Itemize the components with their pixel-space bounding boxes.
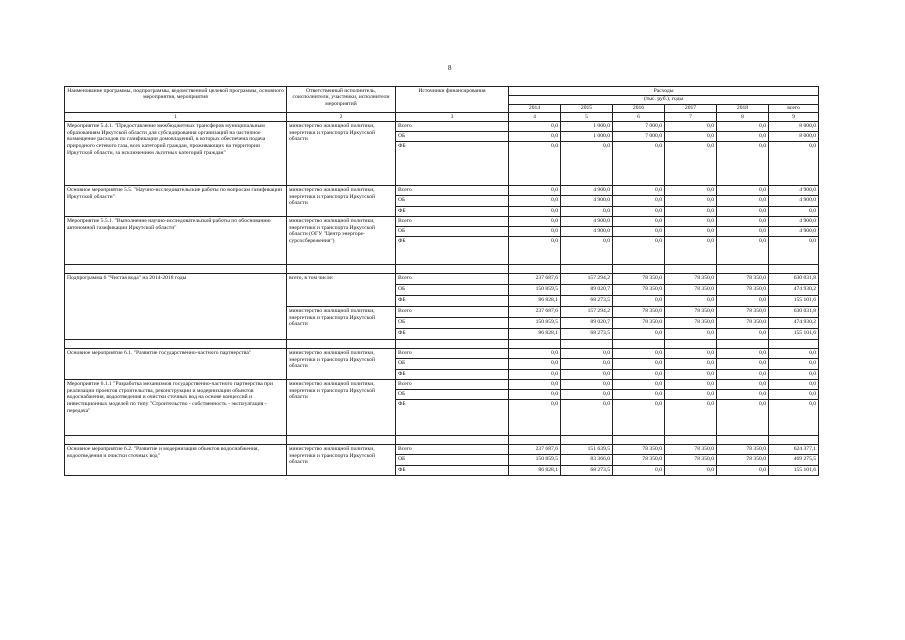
expense-value: 78 350,0 bbox=[665, 455, 717, 466]
expense-value: 0,0 bbox=[561, 370, 613, 380]
expense-value: 0,0 bbox=[561, 390, 613, 400]
expense-value: 4 900,0 bbox=[769, 227, 819, 237]
expense-value: 78 350,0 bbox=[665, 274, 717, 285]
expense-value: 8 000,0 bbox=[769, 122, 819, 132]
spacer-cell bbox=[613, 340, 665, 349]
header-total: всего bbox=[769, 104, 819, 113]
measure-name: Основное мероприятие 6.2. "Развитие и модернизация объектов водоснабжения, водоотведения и очистки сточных вод" bbox=[65, 445, 287, 476]
page-number: 8 bbox=[448, 64, 452, 72]
funding-source: ФБ bbox=[396, 207, 509, 217]
measure-name: Мероприятие 6.1.1 "Разработка механизмов государственно-частного партнерства при реализации проектов строительства, реконструкции и модернизации объектов водоснабжения, водоотведения и очистки сточных вод на основе концессий и инвестиционных моделей по типу "Строительство - собственность - эксплуатация - передача" bbox=[65, 380, 287, 436]
expense-value: 0,0 bbox=[561, 237, 613, 265]
spacer-cell bbox=[509, 436, 561, 445]
expense-value: 155 101,6 bbox=[769, 329, 819, 340]
funding-source: Всего bbox=[396, 445, 509, 455]
expense-value: 474 930,2 bbox=[769, 285, 819, 296]
expense-value: 0,0 bbox=[613, 196, 665, 207]
expense-value: 0,0 bbox=[665, 142, 717, 186]
spacer-cell bbox=[287, 436, 396, 445]
responsible-executor: министерство жилищной политики, энергетики и транспорта Иркутской области bbox=[287, 349, 396, 380]
expense-value: 0,0 bbox=[509, 359, 561, 370]
expense-value: 0,0 bbox=[665, 359, 717, 370]
col-number: 7 bbox=[665, 113, 717, 122]
measure-name: Основное мероприятие 6.1. "Развитие государственно-частного партнерства" bbox=[65, 349, 287, 380]
expense-value: 0,0 bbox=[509, 122, 561, 132]
expense-value: 68 273,5 bbox=[561, 329, 613, 340]
expense-value: 0,0 bbox=[613, 237, 665, 265]
expense-value: 78 350,0 bbox=[613, 455, 665, 466]
spacer-cell bbox=[509, 340, 561, 349]
funding-source: ОБ bbox=[396, 132, 509, 142]
spacer-cell bbox=[769, 265, 819, 274]
expense-value: 0,0 bbox=[717, 329, 769, 340]
table-row bbox=[65, 349, 819, 359]
expense-value: 4 900,0 bbox=[769, 186, 819, 196]
expense-value: 0,0 bbox=[613, 390, 665, 400]
funding-source: Всего bbox=[396, 217, 509, 227]
expense-value: 0,0 bbox=[717, 349, 769, 359]
expense-value: 0,0 bbox=[509, 390, 561, 400]
expense-value: 78 350,0 bbox=[613, 307, 665, 318]
expense-value: 78 350,0 bbox=[613, 318, 665, 329]
spacer-row bbox=[65, 436, 819, 445]
table-row bbox=[65, 217, 819, 227]
expense-value: 0,0 bbox=[613, 207, 665, 217]
responsible-executor: министерство жилищной политики, энергетики и транспорта Иркутской области bbox=[287, 445, 396, 476]
budget-table bbox=[64, 86, 819, 476]
expense-value: 78 350,0 bbox=[717, 307, 769, 318]
expense-value: 78 350,0 bbox=[613, 274, 665, 285]
expense-value: 4 900,0 bbox=[561, 217, 613, 227]
expense-value: 78 350,0 bbox=[717, 274, 769, 285]
spacer-cell bbox=[717, 436, 769, 445]
expense-value: 237 687,6 bbox=[509, 274, 561, 285]
spacer-cell bbox=[65, 436, 287, 445]
expense-value: 0,0 bbox=[665, 296, 717, 307]
expense-value: 78 350,0 bbox=[613, 285, 665, 296]
expense-value: 0,0 bbox=[665, 217, 717, 227]
expense-value: 155 101,6 bbox=[769, 296, 819, 307]
expense-value: 4 900,0 bbox=[769, 196, 819, 207]
expense-value: 0,0 bbox=[509, 227, 561, 237]
header-responsible: Ответственный исполнитель, соисполнители, участники, исполнители мероприятий bbox=[287, 87, 396, 113]
expense-value: 0,0 bbox=[613, 329, 665, 340]
expense-value: 78 350,0 bbox=[665, 285, 717, 296]
expense-value: 0,0 bbox=[509, 370, 561, 380]
expense-value: 0,0 bbox=[613, 142, 665, 186]
expense-value: 150 859,5 bbox=[509, 455, 561, 466]
funding-source: ФБ bbox=[396, 296, 509, 307]
expense-value: 0,0 bbox=[769, 380, 819, 390]
expense-value: 0,0 bbox=[509, 380, 561, 390]
expense-value: 68 273,5 bbox=[561, 466, 613, 476]
funding-source: Всего bbox=[396, 274, 509, 285]
expense-value: 237 687,6 bbox=[509, 445, 561, 455]
expense-value: 0,0 bbox=[613, 466, 665, 476]
spacer-cell bbox=[65, 265, 287, 274]
funding-source: ФБ bbox=[396, 466, 509, 476]
expense-value: 0,0 bbox=[717, 466, 769, 476]
expense-value: 0,0 bbox=[561, 207, 613, 217]
expense-value: 0,0 bbox=[769, 207, 819, 217]
spacer-cell bbox=[769, 340, 819, 349]
spacer-cell bbox=[561, 340, 613, 349]
expense-value: 0,0 bbox=[509, 207, 561, 217]
expense-value: 157 294,2 bbox=[561, 307, 613, 318]
col-number: 5 bbox=[561, 113, 613, 122]
spacer-cell bbox=[665, 436, 717, 445]
expense-value: 86 828,1 bbox=[509, 466, 561, 476]
col-number: 4 bbox=[509, 113, 561, 122]
measure-name: Мероприятие 5.4.1. "Предоставление межбюджетных трансферов муниципальным образованиям Иркутской области для субсидирования организаций на частичное возмещение расходов по газификации домовладений, в которых обеспечена подача природного сетевого газа, всех категорий граждан, проживающих на территории Иркутской области, за исключением льготных категорий граждан" bbox=[65, 122, 287, 186]
expense-value: 0,0 bbox=[509, 196, 561, 207]
responsible-executor: министерство жилищной политики, энергетики и транспорта Иркутской области (ОГУ "Центр энергоре-сурсосбережения") bbox=[287, 217, 396, 265]
expense-value: 0,0 bbox=[665, 132, 717, 142]
col-number: 6 bbox=[613, 113, 665, 122]
expense-value: 0,0 bbox=[665, 186, 717, 196]
expense-value: 0,0 bbox=[717, 186, 769, 196]
expense-value: 7 000,0 bbox=[613, 132, 665, 142]
spacer-cell bbox=[613, 265, 665, 274]
expense-value: 0,0 bbox=[561, 400, 613, 436]
measure-name: Мероприятие 5.5.1. "Выполнение научно-исследовательской работы по обоснованию автономной газификации Иркутской области" bbox=[65, 217, 287, 265]
expense-value: 0,0 bbox=[717, 390, 769, 400]
expense-value: 0,0 bbox=[665, 370, 717, 380]
funding-source: Всего bbox=[396, 349, 509, 359]
expense-value: 78 350,0 bbox=[665, 307, 717, 318]
funding-source: ОБ bbox=[396, 455, 509, 466]
expense-value: 0,0 bbox=[717, 296, 769, 307]
table-body bbox=[65, 122, 819, 476]
table-row bbox=[65, 274, 819, 285]
expense-value: 150 859,5 bbox=[509, 318, 561, 329]
header-year: 2016 bbox=[613, 104, 665, 113]
expense-value: 151 639,5 bbox=[561, 445, 613, 455]
spacer-cell bbox=[613, 436, 665, 445]
expense-value: 630 031,8 bbox=[769, 274, 819, 285]
expense-value: 0,0 bbox=[509, 186, 561, 196]
expense-value: 78 350,0 bbox=[613, 445, 665, 455]
header-year: 2014 bbox=[509, 104, 561, 113]
header-year: 2017 bbox=[665, 104, 717, 113]
column-numbers-row bbox=[65, 113, 819, 122]
expense-value: 0,0 bbox=[561, 359, 613, 370]
expense-value: 630 031,8 bbox=[769, 307, 819, 318]
table-row bbox=[65, 122, 819, 132]
expense-value: 0,0 bbox=[769, 349, 819, 359]
expense-value: 0,0 bbox=[717, 132, 769, 142]
expense-value: 0,0 bbox=[665, 329, 717, 340]
expense-value: 474 930,2 bbox=[769, 318, 819, 329]
expense-value: 0,0 bbox=[665, 380, 717, 390]
expense-value: 157 294,2 bbox=[561, 274, 613, 285]
expense-value: 0,0 bbox=[769, 390, 819, 400]
expense-value: 4 900,0 bbox=[561, 227, 613, 237]
table-row bbox=[65, 445, 819, 455]
funding-source: ОБ bbox=[396, 318, 509, 329]
expense-value: 0,0 bbox=[717, 380, 769, 390]
expense-value: 0,0 bbox=[717, 400, 769, 436]
responsible-executor: министерство жилищной политики, энергетики и транспорта Иркутской области bbox=[287, 122, 396, 186]
subprogram-name: Подпрограмма 6 "Чистая вода" на 2014-2018 годы bbox=[65, 274, 287, 340]
expense-value: 0,0 bbox=[717, 370, 769, 380]
expense-value: 0,0 bbox=[665, 349, 717, 359]
spacer-cell bbox=[561, 265, 613, 274]
spacer-cell bbox=[509, 265, 561, 274]
expense-value: 78 350,0 bbox=[717, 318, 769, 329]
expense-value: 0,0 bbox=[717, 217, 769, 227]
funding-source: ФБ bbox=[396, 142, 509, 186]
expense-value: 1 000,0 bbox=[561, 132, 613, 142]
expense-value: 0,0 bbox=[509, 237, 561, 265]
funding-source: Всего bbox=[396, 307, 509, 318]
col-number: 2 bbox=[287, 113, 396, 122]
expense-value: 0,0 bbox=[717, 227, 769, 237]
expense-value: 0,0 bbox=[561, 142, 613, 186]
spacer-cell bbox=[396, 265, 509, 274]
header-expenses: Расходы bbox=[509, 87, 819, 96]
table-row bbox=[65, 186, 819, 196]
expense-value: 0,0 bbox=[769, 359, 819, 370]
expense-value: 0,0 bbox=[509, 349, 561, 359]
expense-value: 0,0 bbox=[561, 380, 613, 390]
funding-source: Всего bbox=[396, 186, 509, 196]
expense-value: 237 687,6 bbox=[509, 307, 561, 318]
col-number: 1 bbox=[65, 113, 287, 122]
expense-value: 78 350,0 bbox=[665, 445, 717, 455]
spacer-cell bbox=[396, 340, 509, 349]
expense-value: 78 350,0 bbox=[665, 318, 717, 329]
expense-value: 78 350,0 bbox=[717, 445, 769, 455]
spacer-cell bbox=[665, 340, 717, 349]
expense-value: 0,0 bbox=[613, 370, 665, 380]
expense-value: 0,0 bbox=[613, 400, 665, 436]
subprogram-total-label: всего, в том числе: bbox=[287, 274, 396, 307]
spacer-cell bbox=[287, 340, 396, 349]
expense-value: 0,0 bbox=[769, 370, 819, 380]
funding-source: ОБ bbox=[396, 196, 509, 207]
spacer-row bbox=[65, 340, 819, 349]
expense-value: 4 900,0 bbox=[561, 196, 613, 207]
expense-value: 86 828,1 bbox=[509, 329, 561, 340]
header-name: Наименование программы, подпрограммы, ведомственной целевой программы, основного мероприятия, мероприятия bbox=[65, 87, 287, 113]
expense-value: 0,0 bbox=[665, 400, 717, 436]
expense-value: 78 350,0 bbox=[717, 285, 769, 296]
spacer-cell bbox=[665, 265, 717, 274]
funding-source: ОБ bbox=[396, 227, 509, 237]
expense-value: 0,0 bbox=[613, 227, 665, 237]
expense-value: 0,0 bbox=[717, 207, 769, 217]
spacer-cell bbox=[396, 436, 509, 445]
funding-source: Всего bbox=[396, 122, 509, 132]
expense-value: 0,0 bbox=[665, 466, 717, 476]
responsible-executor: министерство жилищной политики, энергетики и транспорта Иркутской области bbox=[287, 186, 396, 217]
funding-source: ОБ bbox=[396, 359, 509, 370]
expense-value: 155 101,6 bbox=[769, 466, 819, 476]
spacer-row bbox=[65, 265, 819, 274]
expense-value: 0,0 bbox=[613, 217, 665, 227]
spacer-cell bbox=[287, 265, 396, 274]
expense-value: 0,0 bbox=[613, 296, 665, 307]
expense-value: 0,0 bbox=[769, 400, 819, 436]
expense-value: 83 366,0 bbox=[561, 455, 613, 466]
table-row bbox=[65, 380, 819, 390]
expense-value: 0,0 bbox=[613, 380, 665, 390]
expense-value: 0,0 bbox=[665, 237, 717, 265]
spacer-cell bbox=[65, 340, 287, 349]
expense-value: 0,0 bbox=[613, 359, 665, 370]
expense-value: 4 900,0 bbox=[769, 217, 819, 227]
expense-value: 150 859,5 bbox=[509, 285, 561, 296]
expense-value: 0,0 bbox=[509, 142, 561, 186]
expense-value: 86 828,1 bbox=[509, 296, 561, 307]
expense-value: 0,0 bbox=[665, 227, 717, 237]
expense-value: 0,0 bbox=[665, 122, 717, 132]
expense-value: 0,0 bbox=[717, 142, 769, 186]
expense-value: 0,0 bbox=[769, 237, 819, 265]
expense-value: 0,0 bbox=[613, 349, 665, 359]
header-units: (тыс. руб.), годы bbox=[509, 95, 819, 104]
expense-value: 4 900,0 bbox=[561, 186, 613, 196]
funding-source: ОБ bbox=[396, 390, 509, 400]
funding-source: ФБ bbox=[396, 370, 509, 380]
subprogram-ministry: министерство жилищной политики, энергетики и транспорта Иркутской области bbox=[287, 307, 396, 340]
expense-value: 469 275,5 bbox=[769, 455, 819, 466]
responsible-executor: министерство жилищной политики, энергетики и транспорта Иркутской области bbox=[287, 380, 396, 436]
funding-source: Всего bbox=[396, 380, 509, 390]
expense-value: 1 000,0 bbox=[561, 122, 613, 132]
col-number: 8 bbox=[717, 113, 769, 122]
header-year: 2015 bbox=[561, 104, 613, 113]
expense-value: 0,0 bbox=[613, 186, 665, 196]
col-number: 9 bbox=[769, 113, 819, 122]
expense-value: 89 020,7 bbox=[561, 285, 613, 296]
measure-name: Основное мероприятие 5.5. "Научно-исследовательские работы по вопросам газификации Иркутской области" bbox=[65, 186, 287, 217]
col-number: 3 bbox=[396, 113, 509, 122]
expense-value: 0,0 bbox=[509, 132, 561, 142]
funding-source: ФБ bbox=[396, 400, 509, 436]
funding-source: ОБ bbox=[396, 285, 509, 296]
expense-value: 8 000,0 bbox=[769, 132, 819, 142]
expense-value: 0,0 bbox=[717, 237, 769, 265]
funding-source: ФБ bbox=[396, 237, 509, 265]
expense-value: 0,0 bbox=[509, 400, 561, 436]
expense-value: 0,0 bbox=[509, 217, 561, 227]
expense-value: 78 350,0 bbox=[717, 455, 769, 466]
expense-value: 624 377,1 bbox=[769, 445, 819, 455]
funding-source: ФБ bbox=[396, 329, 509, 340]
expense-value: 0,0 bbox=[717, 359, 769, 370]
spacer-cell bbox=[717, 340, 769, 349]
expense-value: 0,0 bbox=[665, 196, 717, 207]
expense-value: 0,0 bbox=[665, 390, 717, 400]
expense-value: 0,0 bbox=[717, 122, 769, 132]
expense-value: 0,0 bbox=[561, 349, 613, 359]
expense-value: 89 020,7 bbox=[561, 318, 613, 329]
spacer-cell bbox=[561, 436, 613, 445]
spacer-cell bbox=[769, 436, 819, 445]
expense-value: 0,0 bbox=[665, 207, 717, 217]
expense-value: 68 273,5 bbox=[561, 296, 613, 307]
spacer-cell bbox=[717, 265, 769, 274]
expense-value: 0,0 bbox=[769, 142, 819, 186]
header-sources: Источники финансирования bbox=[396, 87, 509, 113]
expense-value: 7 000,0 bbox=[613, 122, 665, 132]
expense-value: 0,0 bbox=[717, 196, 769, 207]
header-year: 2018 bbox=[717, 104, 769, 113]
